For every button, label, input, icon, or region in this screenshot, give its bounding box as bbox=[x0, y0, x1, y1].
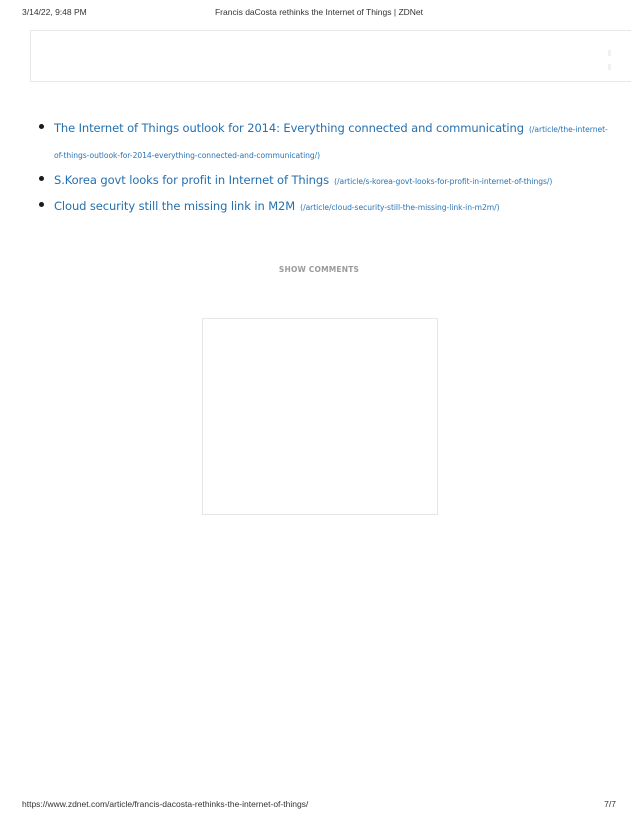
top-ad-placeholder bbox=[30, 30, 631, 82]
print-header bbox=[0, 7, 638, 21]
related-article-path[interactable]: (/article/the-internet-of-things-outlook-for-2014-everything-connected-and-communicating/) bbox=[54, 125, 608, 160]
related-article-path[interactable]: (/article/s-korea-govt-looks-for-profit-in-internet-of-things/) bbox=[334, 177, 553, 186]
print-page-url: https://www.zdnet.com/article/francis-dacosta-rethinks-the-internet-of-things/ bbox=[22, 799, 309, 809]
bullet-icon bbox=[39, 124, 44, 129]
list-item bbox=[34, 115, 614, 167]
clipped-edge-glyph bbox=[608, 50, 611, 56]
list-item bbox=[34, 167, 614, 193]
related-articles-list bbox=[34, 115, 614, 219]
bullet-icon bbox=[39, 176, 44, 181]
list-item bbox=[34, 193, 614, 219]
bullet-icon bbox=[39, 202, 44, 207]
print-datetime: 3/14/22, 9:48 PM bbox=[22, 7, 87, 17]
related-article-link[interactable]: The Internet of Things outlook for 2014: Everything connected and communicating bbox=[54, 121, 524, 135]
related-article-link[interactable]: S.Korea govt looks for profit in Internet of Things bbox=[54, 173, 329, 187]
clipped-edge-glyph bbox=[608, 64, 611, 70]
show-comments-button[interactable]: SHOW COMMENTS bbox=[278, 265, 360, 274]
related-article-path[interactable]: (/article/cloud-security-still-the-missing-link-in-m2m/) bbox=[300, 203, 500, 212]
print-footer bbox=[0, 799, 638, 813]
related-article-link[interactable]: Cloud security still the missing link in M2M bbox=[54, 199, 296, 213]
print-page-title: Francis daCosta rethinks the Internet of Things | ZDNet bbox=[214, 7, 424, 17]
ad-placeholder-box bbox=[202, 318, 438, 515]
page-number: 7/7 bbox=[604, 799, 616, 809]
